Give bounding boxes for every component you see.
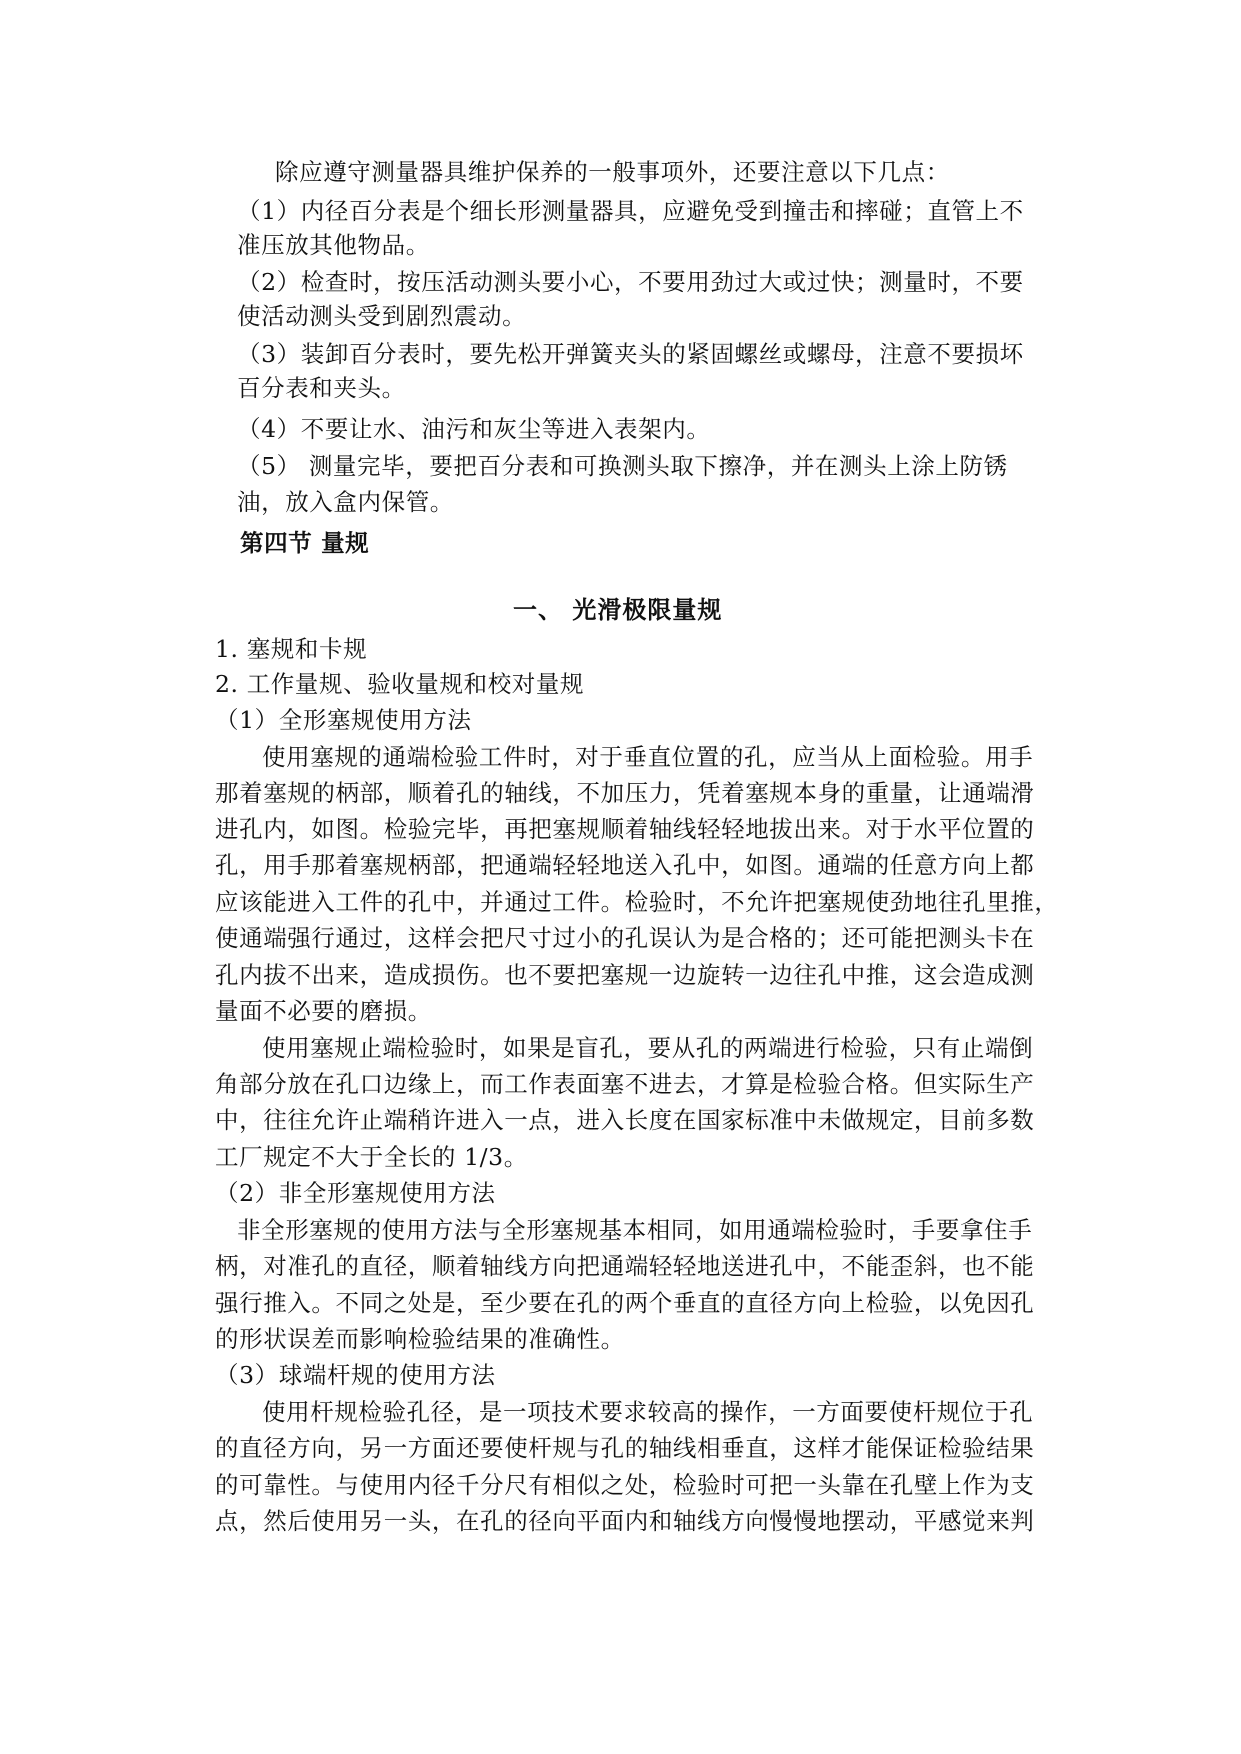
subheading-3: （3）球端杆规的使用方法 bbox=[215, 1361, 496, 1389]
item-2-line-1: （2）检查时，按压活动测头要小心，不要用劲过大或过快；测量时，不要 bbox=[237, 268, 1024, 296]
section-heading: 第四节 量规 bbox=[240, 529, 370, 557]
paragraph-1-line-7: 孔内拔不出来，造成损伤。也不要把塞规一边旋转一边往孔中推，这会造成测 bbox=[215, 961, 1035, 989]
subsection-title: 一、 光滑极限量规 bbox=[513, 595, 723, 624]
paragraph-2-line-2: 角部分放在孔口边缘上，而工作表面塞不进去，才算是检验合格。但实际生产 bbox=[215, 1070, 1035, 1098]
paragraph-1-line-6: 使通端强行通过，这样会把尺寸过小的孔误认为是合格的；还可能把测头卡在 bbox=[215, 924, 1035, 952]
item-3-line-2: 百分表和夹头。 bbox=[237, 374, 406, 402]
paragraph-4-line-2: 的直径方向，另一方面还要使杆规与孔的轴线相垂直，这样才能保证检验结果 bbox=[215, 1434, 1035, 1462]
paragraph-1-line-8: 量面不必要的磨损。 bbox=[215, 997, 432, 1025]
item-1-line-1: （1）内径百分表是个细长形测量器具，应避免受到撞击和摔碰；直管上不 bbox=[237, 197, 1024, 225]
paragraph-4-line-1: 使用杆规检验孔径，是一项技术要求较高的操作，一方面要使杆规位于孔 bbox=[262, 1398, 1034, 1426]
paragraph-1-line-3: 进孔内，如图。检验完毕，再把塞规顺着轴线轻轻地拔出来。对于水平位置的 bbox=[215, 815, 1035, 843]
list-item-1: 1. 塞规和卡规 bbox=[215, 635, 368, 663]
item-5-line-2: 油，放入盒内保管。 bbox=[237, 488, 454, 516]
paragraph-4-line-3: 的可靠性。与使用内径千分尺有相似之处，检验时可把一头靠在孔壁上作为支 bbox=[215, 1471, 1035, 1499]
paragraph-3-line-1: 非全形塞规的使用方法与全形塞规基本相同，如用通端检验时，手要拿住手 bbox=[237, 1216, 1033, 1244]
paragraph-3-line-4: 的形状误差而影响检验结果的准确性。 bbox=[215, 1325, 625, 1353]
paragraph-1-line-4: 孔，用手那着塞规柄部，把通端轻轻地送入孔中，如图。通端的任意方向上都 bbox=[215, 851, 1035, 879]
item-5-line-1: （5） 测量完毕，要把百分表和可换测头取下擦净，并在测头上涂上防锈 bbox=[237, 452, 1008, 480]
intro-line: 除应遵守测量器具维护保养的一般事项外，还要注意以下几点： bbox=[275, 158, 950, 186]
item-4-line: （4）不要让水、油污和灰尘等进入表架内。 bbox=[237, 415, 711, 443]
paragraph-4-line-4: 点，然后使用另一头，在孔的径向平面内和轴线方向慢慢地摆动，平感觉来判 bbox=[215, 1507, 1035, 1535]
item-1-line-2: 准压放其他物品。 bbox=[237, 231, 430, 259]
paragraph-1-line-1: 使用塞规的通端检验工件时，对于垂直位置的孔，应当从上面检验。用手 bbox=[262, 743, 1034, 771]
paragraph-2-line-1: 使用塞规止端检验时，如果是盲孔，要从孔的两端进行检验，只有止端倒 bbox=[262, 1034, 1034, 1062]
paragraph-1-line-5: 应该能进入工件的孔中，并通过工件。检验时，不允许把塞规使劲地往孔里推， bbox=[215, 888, 1059, 916]
subheading-1: （1）全形塞规使用方法 bbox=[215, 706, 472, 734]
paragraph-3-line-3: 强行推入。不同之处是，至少要在孔的两个垂直的直径方向上检验，以免因孔 bbox=[215, 1289, 1035, 1317]
item-2-line-2: 使活动测头受到剧烈震动。 bbox=[237, 302, 527, 330]
paragraph-3-line-2: 柄，对准孔的直径，顺着轴线方向把通端轻轻地送进孔中，不能歪斜，也不能 bbox=[215, 1252, 1035, 1280]
list-item-2: 2. 工作量规、验收量规和校对量规 bbox=[215, 670, 585, 698]
paragraph-2-line-4: 工厂规定不大于全长的 1/3。 bbox=[215, 1143, 528, 1171]
paragraph-2-line-3: 中，往往允许止端稍许进入一点，进入长度在国家标准中未做规定，目前多数 bbox=[215, 1106, 1035, 1134]
subheading-2: （2）非全形塞规使用方法 bbox=[215, 1179, 496, 1207]
item-3-line-1: （3）装卸百分表时，要先松开弹簧夹头的紧固螺丝或螺母，注意不要损坏 bbox=[237, 340, 1024, 368]
paragraph-1-line-2: 那着塞规的柄部，顺着孔的轴线，不加压力，凭着塞规本身的重量，让通端滑 bbox=[215, 779, 1035, 807]
